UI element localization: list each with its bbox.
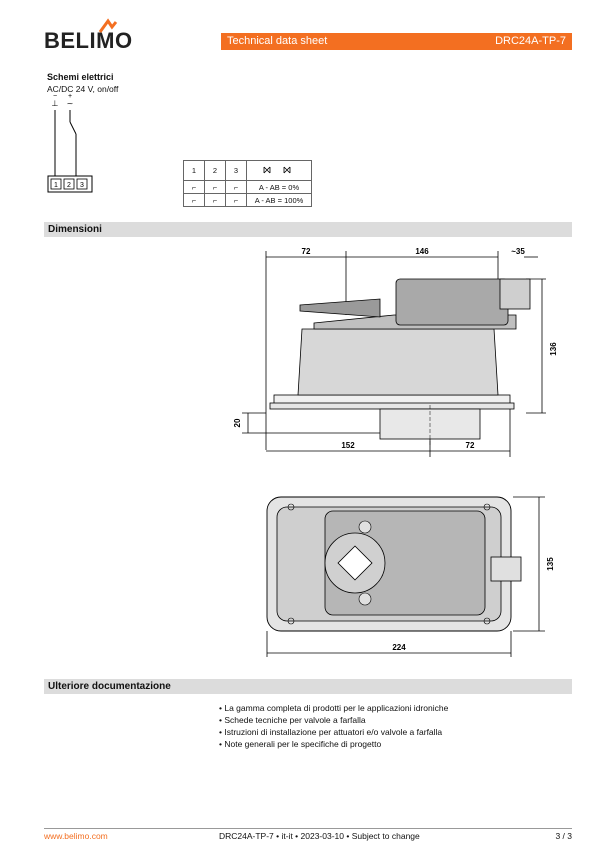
section-documentation	[44, 679, 572, 694]
table-header: 3	[226, 161, 247, 181]
page-number: 3 / 3	[555, 831, 572, 841]
side-view-drawing	[230, 245, 570, 460]
wiring-title: Schemi elettrici	[47, 72, 114, 82]
polarity-ac: ~	[66, 99, 74, 108]
list-item: • Note generali per le specifiche di progetto	[219, 738, 448, 750]
switch-symbol: ⌐	[205, 181, 226, 194]
table-header: 2	[205, 161, 226, 181]
switch-symbol: ⌐	[226, 181, 247, 194]
dim-label: 72	[465, 441, 475, 450]
table-row: A - AB = 100%	[247, 194, 312, 207]
wiring-diagram	[44, 92, 104, 202]
switch-table	[183, 160, 312, 207]
polarity-minus: −	[52, 93, 58, 100]
polarity-plus: +	[67, 93, 73, 100]
dim-label: 136	[549, 342, 558, 356]
footer-info: DRC24A-TP-7 • it-it • 2023-03-10 • Subject to change	[219, 831, 420, 841]
section-title: Ulteriore documentazione	[48, 681, 171, 692]
switch-symbol: ⌐	[205, 194, 226, 207]
switch-symbol: ⌐	[226, 194, 247, 207]
list-item: • La gamma completa di prodotti per le applicazioni idroniche	[219, 702, 448, 714]
polarity-ground: ⊥	[51, 99, 59, 108]
switch-symbol: ⌐	[184, 194, 205, 207]
dim-label: 152	[341, 441, 355, 450]
valve-icon	[247, 161, 312, 181]
dim-label: 146	[415, 247, 429, 256]
wiring-subtitle: AC/DC 24 V, on/off	[47, 84, 119, 94]
switch-symbol: ⌐	[184, 181, 205, 194]
model-name: DRC24A-TP-7	[495, 35, 566, 47]
header-bar	[221, 33, 572, 50]
section-dimensions	[44, 222, 572, 237]
terminal-1: 1	[54, 182, 58, 189]
brand-logo: BELIMO	[44, 28, 133, 53]
documentation-list	[219, 702, 448, 750]
section-title: Dimensioni	[48, 224, 102, 235]
table-header: 1	[184, 161, 205, 181]
footer-url[interactable]: www.belimo.com	[44, 831, 108, 841]
brand-logo-mark-icon	[98, 18, 118, 34]
dim-label: 135	[546, 557, 555, 571]
footer-divider	[44, 828, 572, 829]
terminal-3: 3	[80, 182, 84, 189]
terminal-2: 2	[67, 182, 71, 189]
dim-label: ~35	[511, 247, 525, 256]
dim-label: 20	[233, 418, 242, 428]
top-view-drawing	[255, 485, 565, 660]
list-item: • Istruzioni di installazione per attuatori e/o valvole a farfalla	[219, 726, 448, 738]
doc-type: Technical data sheet	[227, 35, 328, 47]
dim-label: 72	[301, 247, 311, 256]
list-item: • Schede tecniche per valvole a farfalla	[219, 714, 448, 726]
dim-label: 224	[392, 643, 406, 652]
table-row: A - AB = 0%	[247, 181, 312, 194]
